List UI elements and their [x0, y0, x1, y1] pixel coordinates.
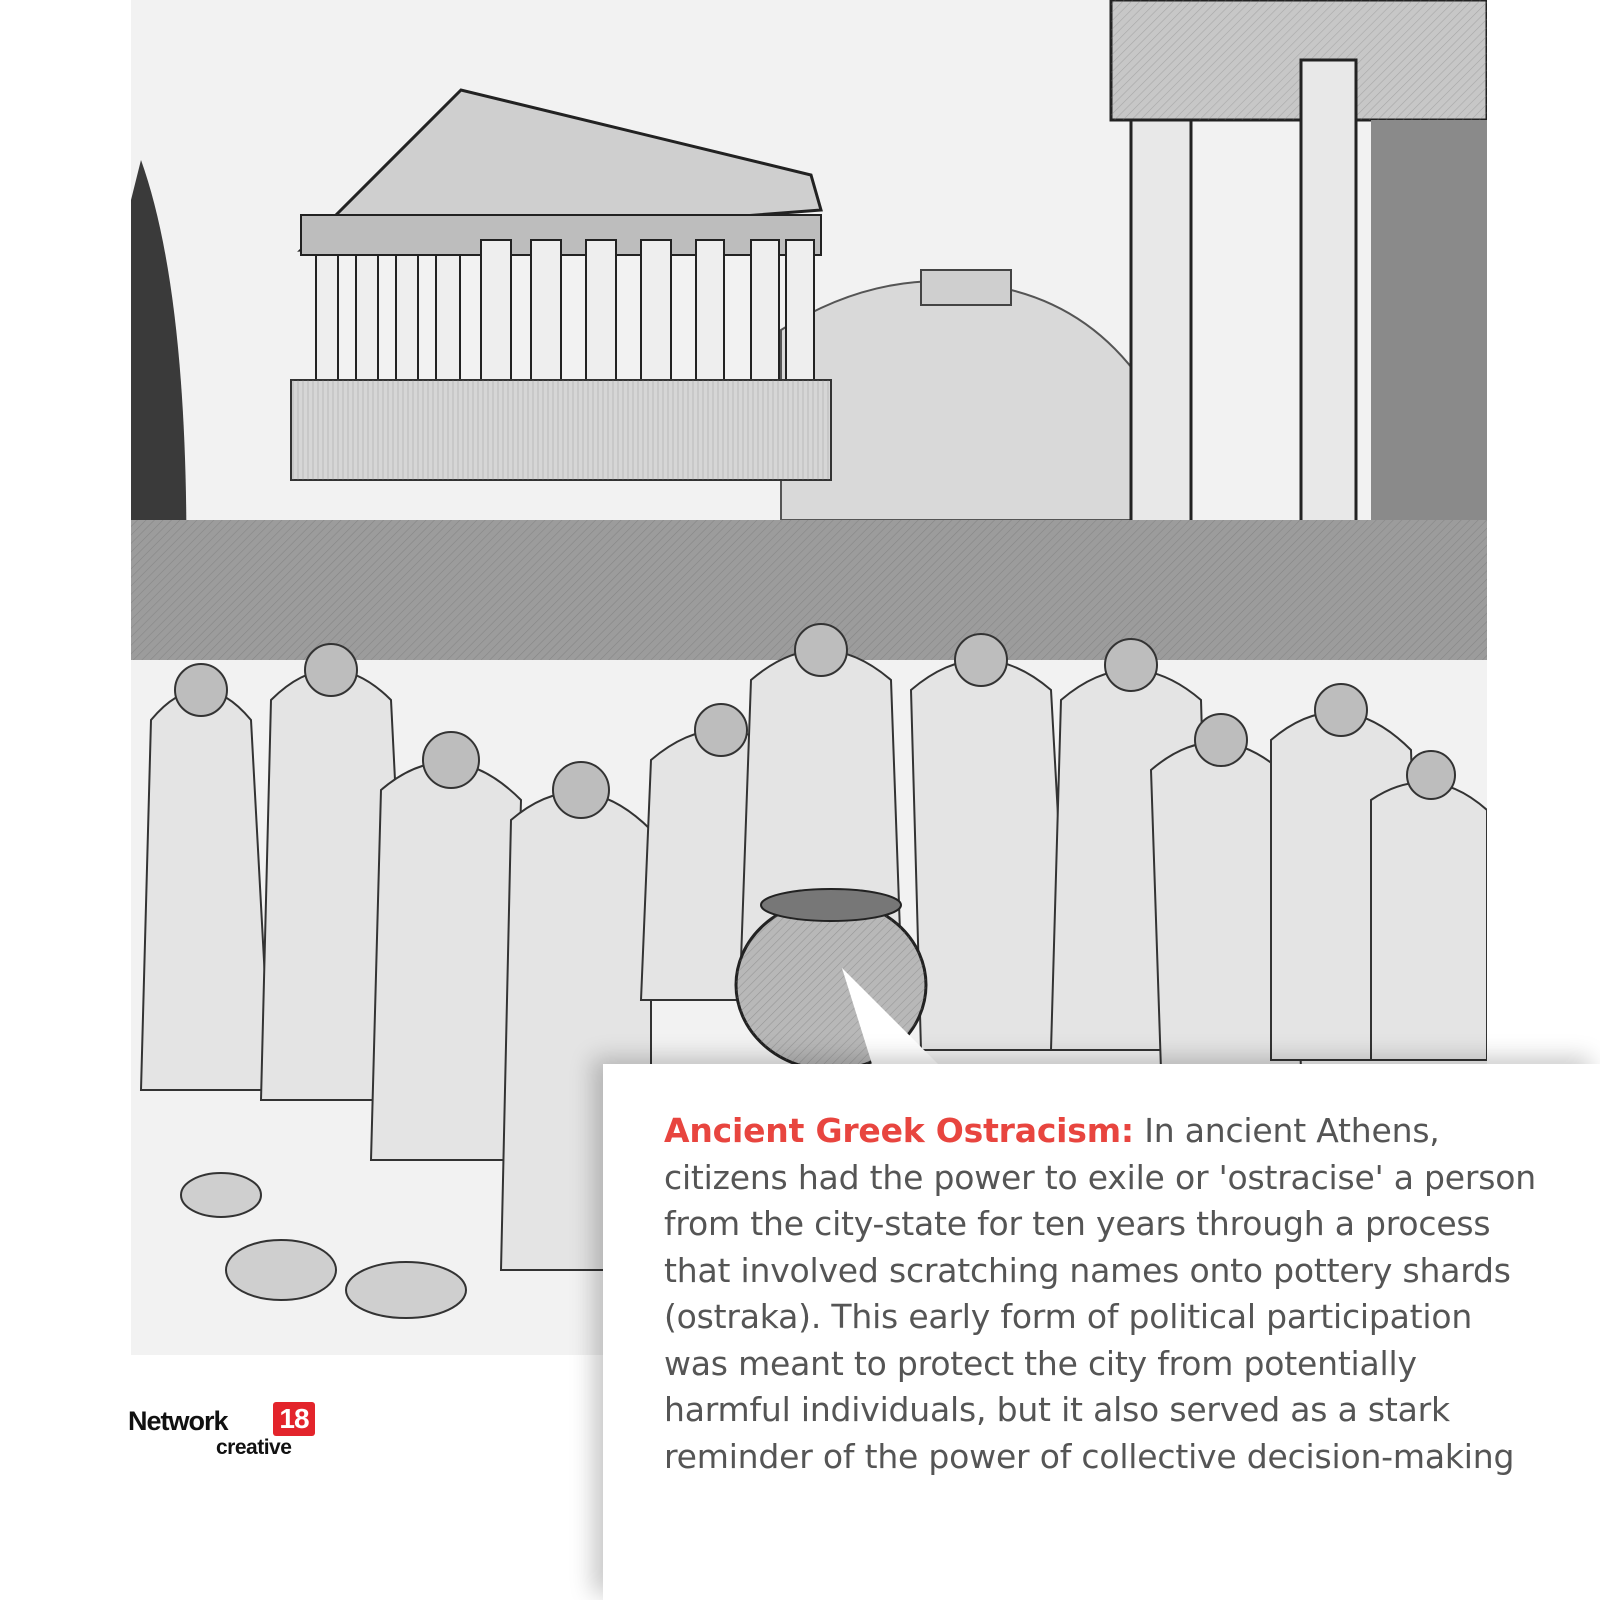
caption-body: In ancient Athens, citizens had the power to exile or 'ostracise' a person from the city-state for ten years through a process that involved scratching names onto pottery shards (ostraka). This early form of political participation was meant to protect the city from potentially harmful individuals, but it also served as a stark reminder of the power of collective decision-making — [664, 1111, 1536, 1476]
logo-subtitle: creative — [216, 1436, 292, 1459]
logo-wordmark: Network — [128, 1406, 228, 1436]
caption-heading: Ancient Greek Ostracism: — [664, 1111, 1134, 1150]
callout-pointer — [842, 968, 942, 1068]
logo-badge: 18 — [273, 1402, 315, 1436]
network18-creative-logo — [128, 1402, 318, 1462]
caption-text — [664, 1108, 1544, 1480]
